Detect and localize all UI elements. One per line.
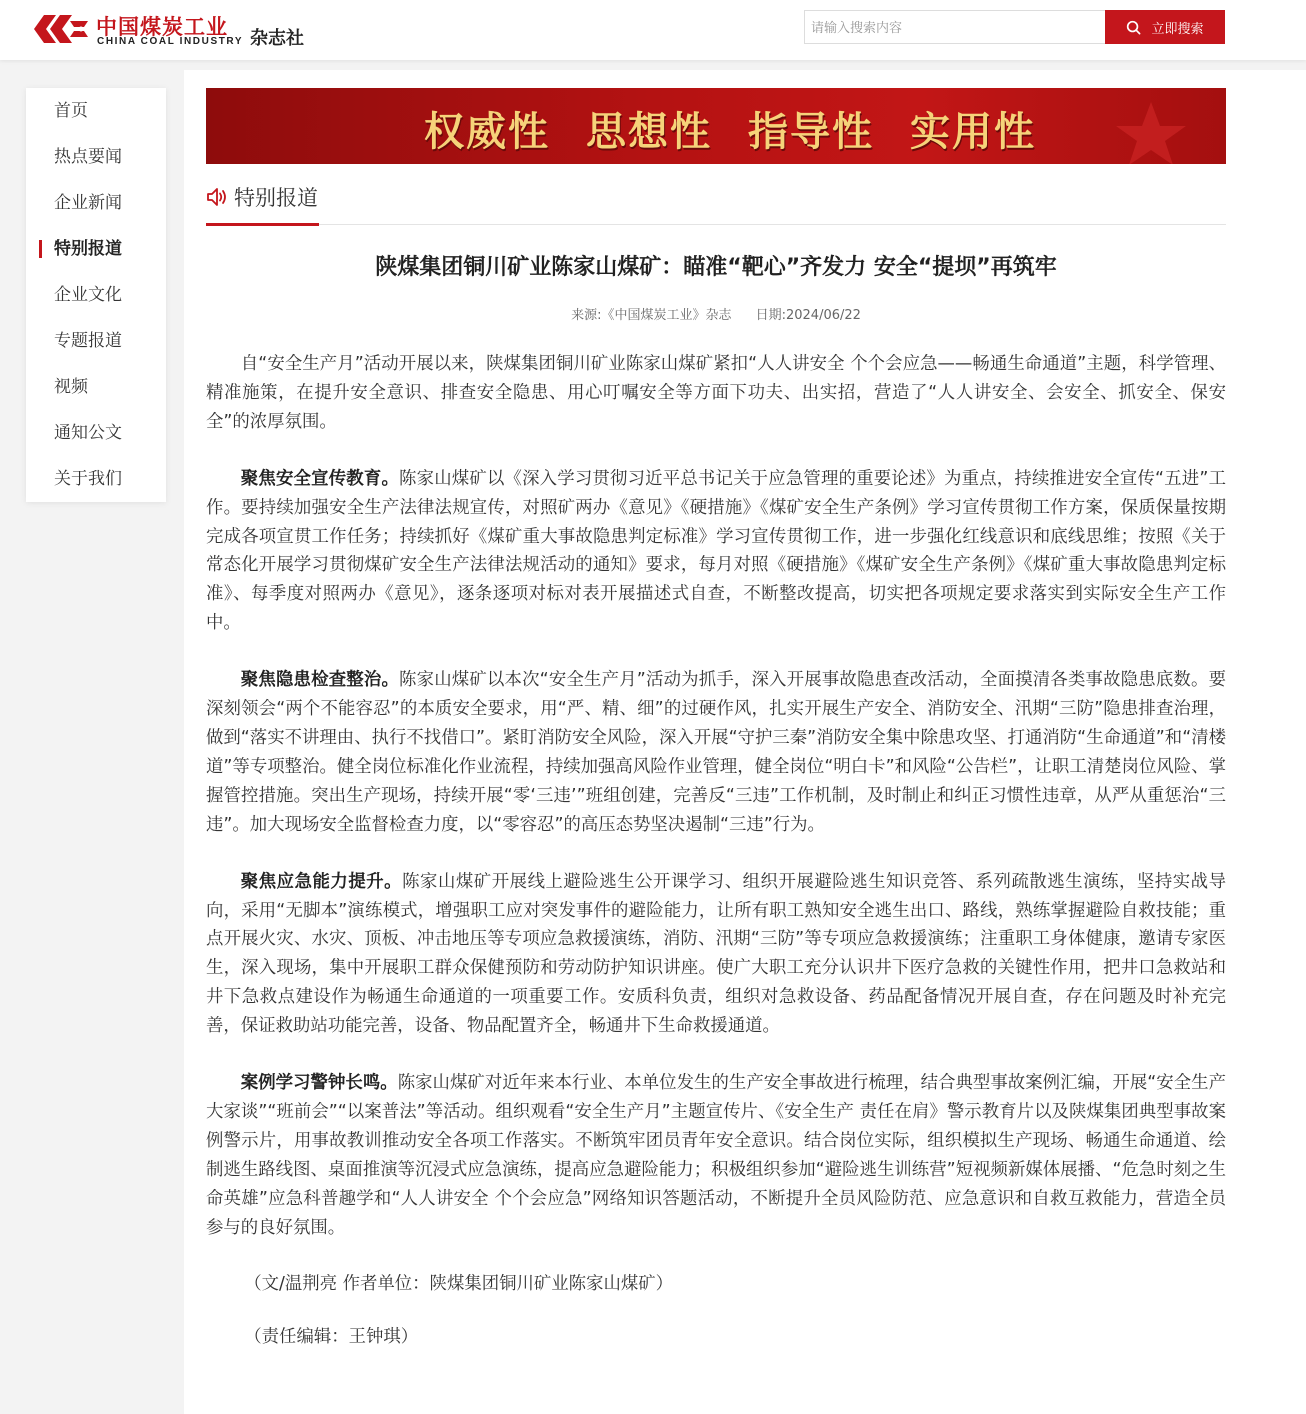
logo-english-name: CHINA COAL INDUSTRY bbox=[97, 36, 244, 47]
banner-slogan: 权威性 bbox=[424, 108, 550, 155]
article-editor: （责任编辑：王钟琪） bbox=[244, 1327, 419, 1348]
banner-slogan: 指导性 bbox=[748, 108, 874, 155]
banner-slogan: 思想性 bbox=[586, 108, 712, 155]
paragraph-text: 陈家山煤矿以本次“安全生产月”活动为抓手，深入开展事故隐患查改活动，全面摸清各类事故隐患底数。要深刻领会“两个不能容忍”的本质安全要求，用“严、精、细”的过硬作风，扎实开展生产安全、消防安全、汛期“三防”隐患排查治理，做到“落实不讲理由、执行不找借口”。紧盯消防安全风险，深入开展“守护三秦”消防安全集中除患攻坚、打通消防“生命通道”和“清楼道”等专项整治。健全岗位标准化作业流程，持续加强高风险作业管理，健全岗位“明白卡”和风险“公告栏”，让职工清楚岗位风险、掌握管控措施。突出生产现场，持续开展“零‘三违’”班组创建，完善反“三违”工作机制，及时制止和纠正习惯性违章，从严从重惩治“三违”。加大现场安全监督检查力度，以“零容忍”的高压态势坚决遏制“三违”行为。 bbox=[206, 670, 1226, 835]
paragraph-heading: 聚焦安全宣传教育。 bbox=[240, 468, 400, 489]
sidebar-item-video[interactable]: 视频 bbox=[54, 377, 88, 397]
search-icon bbox=[1126, 20, 1141, 35]
banner-slogans bbox=[424, 100, 1036, 157]
section-header bbox=[206, 170, 1226, 225]
main-content bbox=[184, 70, 1306, 1414]
article-author: （文/温荆亮 作者单位：陕煤集团铜川矿业陈家山煤矿） bbox=[244, 1274, 674, 1295]
sidebar-item-about-us[interactable]: 关于我们 bbox=[54, 469, 122, 489]
logo-mark-icon bbox=[26, 12, 90, 46]
paragraph-heading: 聚焦应急能力提升。 bbox=[240, 871, 403, 892]
search-button-label: 立即搜索 bbox=[1151, 20, 1204, 36]
search-box bbox=[804, 10, 1224, 44]
banner-slogan: 实用性 bbox=[910, 108, 1036, 155]
article-source: 来源:《中国煤炭工业》杂志 bbox=[571, 308, 732, 323]
article-paragraph bbox=[206, 1069, 1226, 1242]
slogan-banner bbox=[206, 88, 1226, 164]
site-header bbox=[0, 0, 1306, 60]
article-date: 日期:2024/06/22 bbox=[755, 308, 861, 323]
article-intro: 自“安全生产月”活动开展以来，陕煤集团铜川矿业陈家山煤矿紧扣“人人讲安全 个个会应急——畅通生命通道”主题，科学管理、精准施策，在提升安全意识、排查安全隐患、用心叮嘱安全等方面下功夫、出实招，营造了“人人讲安全、会安全、抓安全、保安全”的浓厚氛围。 bbox=[206, 354, 1226, 432]
paragraph-text: 陈家山煤矿开展线上避险逃生公开课学习、组织开展避险逃生知识竞答、系列疏散逃生演练，坚持实战导向，采用“无脚本”演练模式，增强职工应对突发事件的避险能力，让所有职工熟知安全逃生出口、路线，熟练掌握避险自救技能；重点开展火灾、水灾、顶板、冲击地压等专项应急救援演练，消防、汛期“三防”等专项应急救援演练；注重职工身体健康，邀请专家医生，深入现场，集中开展职工群众保健预防和劳动防护知识讲座。使广大职工充分认识井下医疗急救的关键性作用，把井口急救站和井下急救点建设作为畅通生命通道的一项重要工作。安质科负责，组织对急救设备、药品配备情况开展自查，存在问题及时补充完善，保证救助站功能完善，设备、物品配置齐全，畅通井下生命救援通道。 bbox=[206, 871, 1226, 1037]
sidebar-item-notices[interactable]: 通知公文 bbox=[54, 423, 122, 443]
sidebar-item-topic-report[interactable]: 专题报道 bbox=[54, 331, 122, 351]
article-paragraph bbox=[206, 666, 1226, 839]
sidebar-item-hot-news[interactable]: 热点要闻 bbox=[54, 147, 122, 167]
section-title bbox=[206, 170, 319, 226]
paragraph-text: 陈家山煤矿以《深入学习贯彻习近平总书记关于应急管理的重要论述》为重点，持续推进安全宣传“五进”工作。要持续加强安全生产法律法规宣传，对照矿两办《意见》《硬措施》《煤矿安全生产条例》学习宣传贯彻工作方案，保质保量按期完成各项宣贯工作任务；持续抓好《煤矿重大事故隐患判定标准》学习宣传贯彻工作，进一步强化红线意识和底线思维；按照《关于常态化开展学习贯彻煤矿安全生产法律法规活动的通知》要求，每月对照《硬措施》《煤矿安全生产条例》《煤矿重大事故隐患判定标准》、每季度对照两办《意见》，逐条逐项对标对表开展描述式自查，不断整改提高，切实把各项规定要求落实到实际安全生产工作中。 bbox=[206, 468, 1226, 634]
sidebar-nav bbox=[26, 88, 166, 502]
article-paragraph bbox=[206, 868, 1226, 1041]
speaker-icon bbox=[206, 186, 230, 208]
section-title-label: 特别报道 bbox=[234, 185, 318, 210]
article-body bbox=[206, 350, 1226, 1376]
search-button[interactable] bbox=[1105, 10, 1225, 44]
site-logo[interactable] bbox=[26, 10, 326, 50]
paragraph-heading: 聚焦隐患检查整治。 bbox=[240, 670, 400, 691]
logo-chinese-name: 中国煤炭工业 bbox=[96, 14, 228, 39]
article-title: 陕煤集团铜川矿业陈家山煤矿：瞄准“靶心”齐发力 安全“提坝”再筑牢 bbox=[375, 255, 1057, 280]
paragraph-heading: 案例学习警钟长鸣。 bbox=[240, 1073, 398, 1094]
paragraph-text: 陈家山煤矿对近年来本行业、本单位发生的生产安全事故进行梳理，结合典型事故案例汇编，开展“安全生产大家谈”“班前会”“以案普法”等活动。组织观看“安全生产月”主题宣传片、《安全生产 责任在肩》警示教育片以及陕煤集团典型事故案例警示片，用事故教训推动安全各项工作落实。不断筑牢团员青年安全意识。结合岗位实际，组织模拟生产现场、畅通生命通道、绘制逃生路线图、桌面推演等沉浸式应急演练，提高应急避险能力；积极组织参加“避险逃生训练营”短视频新媒体展播、“危急时刻之生命英雄”应急科普趣学和“人人讲安全 个个会应急”网络知识答题活动，不断提升全员风险防范、应急意识和自救互救能力，营造全员参与的良好氛围。 bbox=[206, 1073, 1226, 1238]
article-paragraph bbox=[206, 465, 1226, 638]
star-decoration-icon bbox=[1096, 98, 1206, 164]
sidebar-item-enterprise-news[interactable]: 企业新闻 bbox=[54, 193, 122, 213]
article-meta bbox=[206, 304, 1226, 323]
logo-subtitle: 杂志社 bbox=[250, 28, 304, 49]
sidebar-item-special-report[interactable]: 特别报道 bbox=[26, 226, 166, 272]
search-input[interactable] bbox=[804, 10, 1106, 44]
sidebar-item-home[interactable]: 首页 bbox=[54, 101, 88, 121]
sidebar-item-enterprise-culture[interactable]: 企业文化 bbox=[54, 285, 122, 305]
